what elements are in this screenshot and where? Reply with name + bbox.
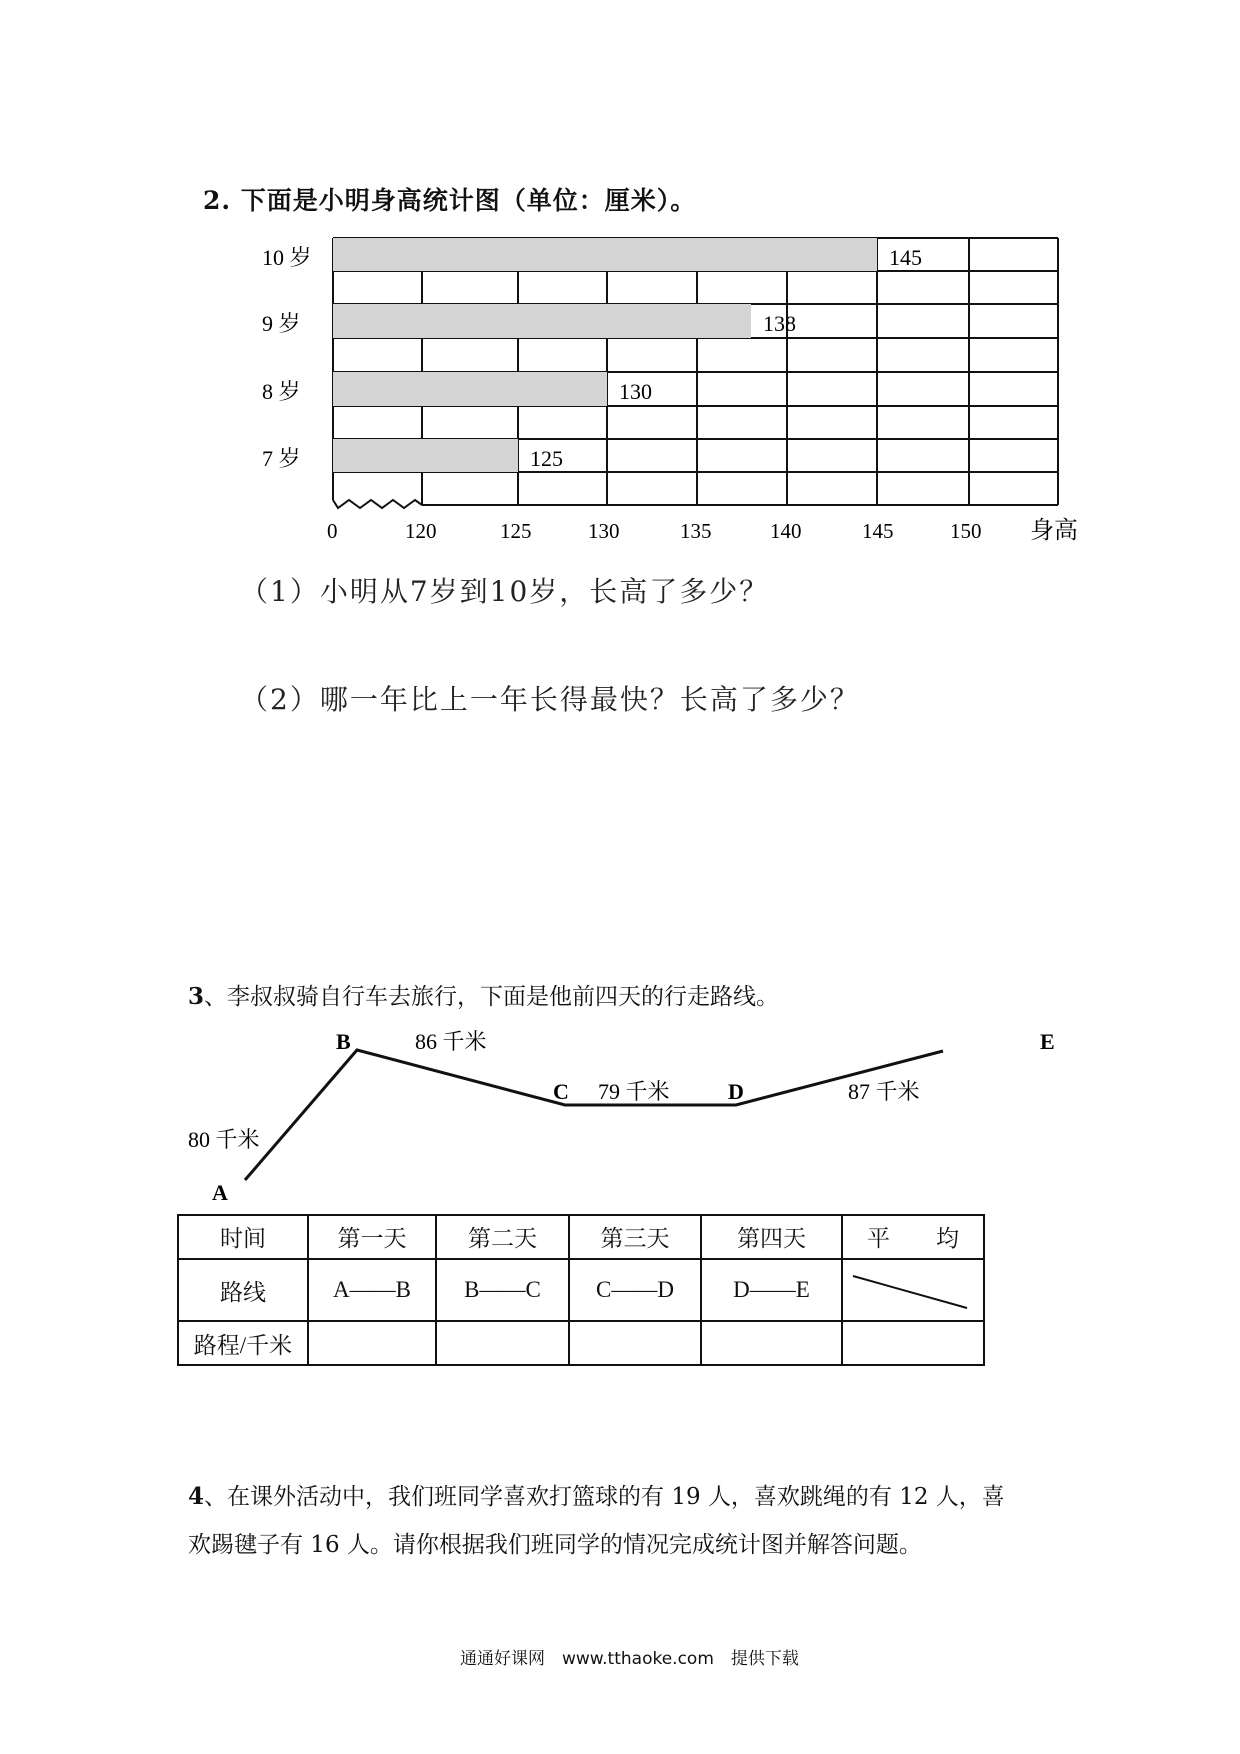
q4-text-1: 、在课外活动中，我们班同学喜欢打篮球的有 19 人，喜欢跳绳的有 12 人，喜 xyxy=(204,1484,1005,1510)
q4-line-1 xyxy=(188,1478,1005,1511)
route-table xyxy=(177,1214,985,1366)
route-label: 路线 xyxy=(178,1259,308,1322)
header-day1: 第一天 xyxy=(308,1215,436,1259)
slash-mark xyxy=(843,1266,983,1314)
point-b: B xyxy=(336,1029,351,1054)
category-label-1: 10 岁 xyxy=(262,245,312,270)
q2-title: 2. 下面是小明身高统计图（单位：厘米）。 xyxy=(203,186,697,215)
distance-day4-blank[interactable] xyxy=(701,1321,842,1365)
data-label-1: 145 xyxy=(889,245,922,270)
x-tick-2: 125 xyxy=(500,519,532,543)
x-tick-7: 150 xyxy=(950,519,982,543)
footer: 通通好课网 www.tthaoke.com 提供下载 xyxy=(460,1649,799,1669)
route-day2: B——C xyxy=(436,1259,569,1322)
x-tick-3: 130 xyxy=(588,519,620,543)
q4-number: 4 xyxy=(188,1483,205,1510)
table-row-distance xyxy=(178,1321,984,1365)
q2-question-2: （2）哪一年比上一年长得最快？长高了多少？ xyxy=(240,683,860,716)
header-day3: 第三天 xyxy=(569,1215,701,1259)
q3-number: 3 xyxy=(188,983,205,1010)
category-label-2: 9 岁 xyxy=(262,311,301,336)
data-label-4: 125 xyxy=(530,446,563,471)
q4-line-2: 欢踢毽子有 16 人。请你根据我们班同学的情况完成统计图并解答问题。 xyxy=(188,1532,922,1558)
data-label-2: 138 xyxy=(763,311,796,336)
point-c: C xyxy=(553,1079,569,1104)
distance-average-blank[interactable] xyxy=(842,1321,984,1365)
header-average: 平 均 xyxy=(842,1215,984,1259)
data-label-3: 130 xyxy=(619,379,652,404)
route-line xyxy=(245,1050,943,1180)
x-tick-4: 135 xyxy=(680,519,712,543)
point-a: A xyxy=(212,1180,228,1205)
distance-day2-blank[interactable] xyxy=(436,1321,569,1365)
route-day3: C——D xyxy=(569,1259,701,1322)
distance-ab: 80 千米 xyxy=(188,1127,260,1152)
x-tick-1: 120 xyxy=(405,519,437,543)
distance-day1-blank[interactable] xyxy=(308,1321,436,1365)
route-day1: A——B xyxy=(308,1259,436,1322)
x-axis-label: 身高 xyxy=(1030,518,1078,544)
point-e: E xyxy=(1040,1029,1055,1054)
route-day4: D——E xyxy=(701,1259,842,1322)
x-tick-0: 0 xyxy=(327,519,338,543)
table-row-route xyxy=(178,1259,984,1322)
route-average-slash xyxy=(842,1259,984,1322)
distance-cd: 79 千米 xyxy=(598,1079,670,1104)
distance-de: 87 千米 xyxy=(848,1079,920,1104)
table-row-header xyxy=(178,1215,984,1259)
q2-question-1: （1）小明从7岁到10岁，长高了多少？ xyxy=(240,575,770,608)
point-d: D xyxy=(728,1079,744,1104)
header-time: 时间 xyxy=(178,1215,308,1259)
category-label-3: 8 岁 xyxy=(262,379,301,404)
header-day2: 第二天 xyxy=(436,1215,569,1259)
distance-label: 路程/千米 xyxy=(178,1321,308,1365)
distance-day3-blank[interactable] xyxy=(569,1321,701,1365)
x-tick-6: 145 xyxy=(862,519,894,543)
category-label-4: 7 岁 xyxy=(262,446,301,471)
header-day4: 第四天 xyxy=(701,1215,842,1259)
q3-title-text: 、李叔叔骑自行车去旅行，下面是他前四天的行走路线。 xyxy=(204,984,780,1010)
x-tick-5: 140 xyxy=(770,519,802,543)
distance-bc: 86 千米 xyxy=(415,1029,487,1054)
